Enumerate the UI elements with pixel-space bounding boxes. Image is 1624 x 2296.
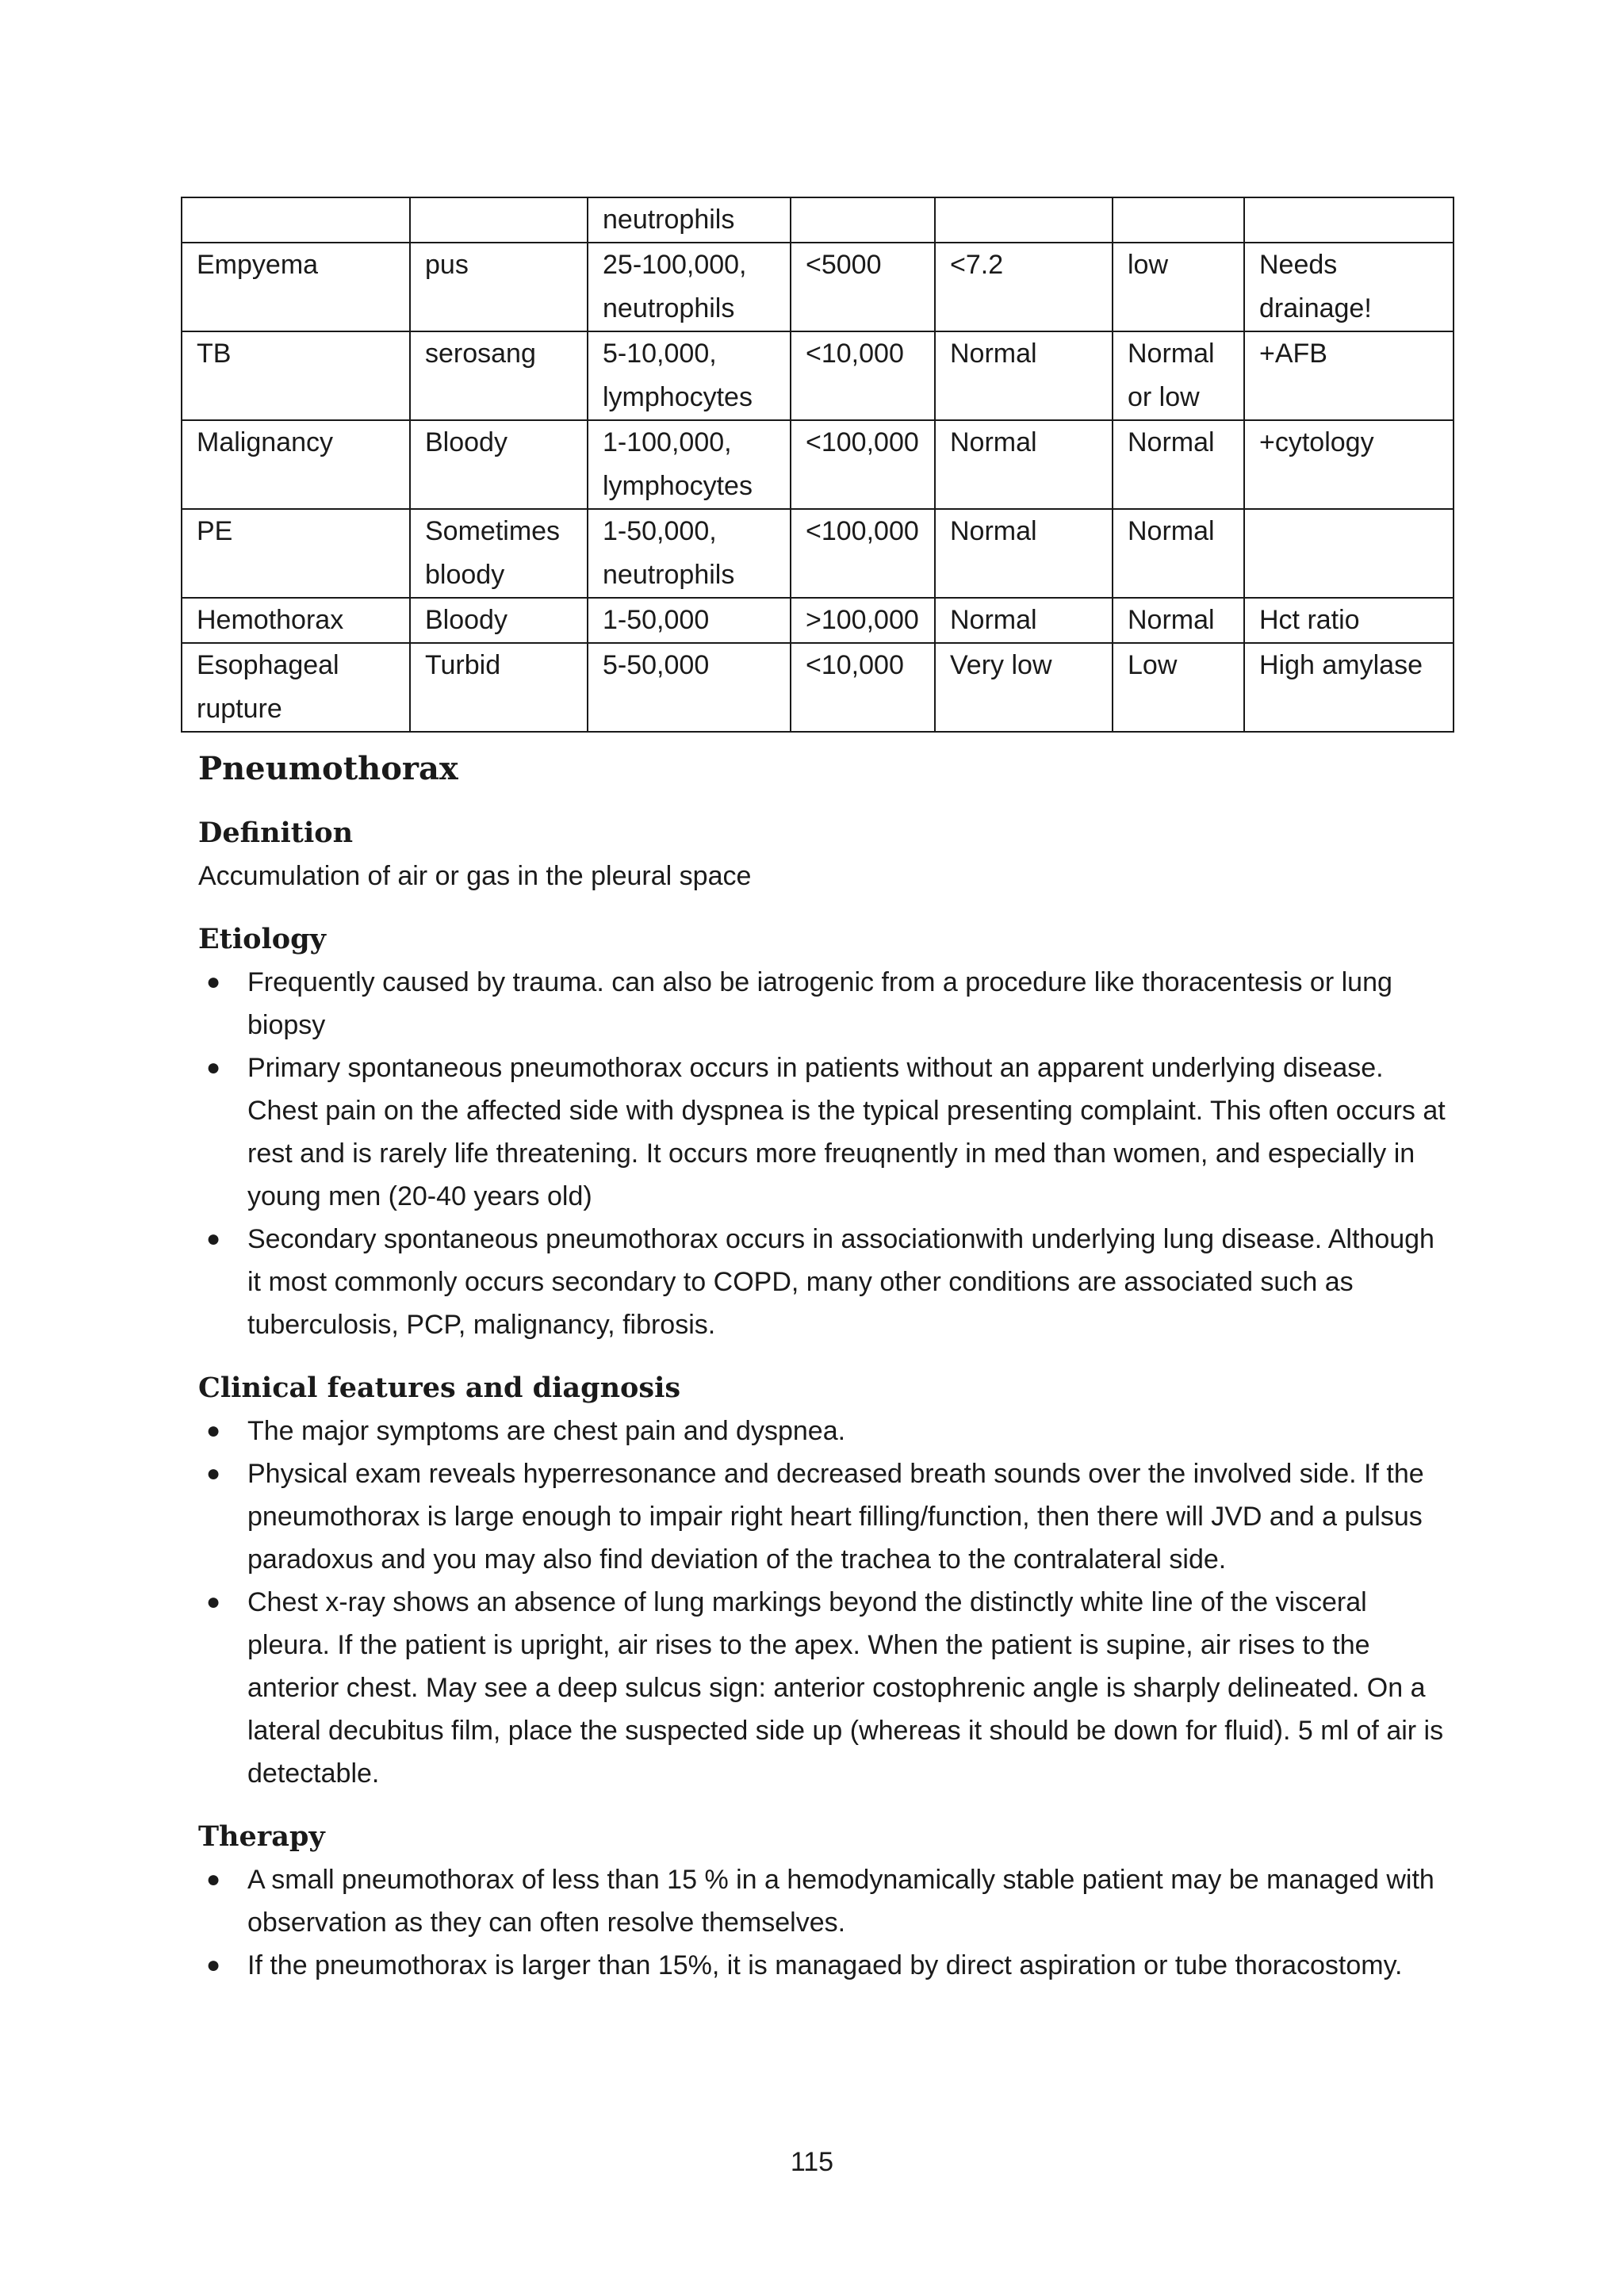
table-cell: serosang [410, 331, 588, 420]
clinical-heading: Clinical features and diagnosis [198, 1372, 681, 1404]
list-item: ● Frequently caused by trauma. can also be iatrogenic from a procedure like thoracentesis or lung biopsy [198, 961, 1451, 1047]
table-cell: Needs drainage! [1244, 243, 1454, 331]
bullet-icon: ● [206, 1054, 221, 1081]
etiology-heading: Etiology [198, 923, 326, 955]
table-cell: 1-50,000 [588, 598, 791, 643]
table-cell: Bloody [410, 420, 588, 509]
bullet-icon: ● [206, 1866, 221, 1892]
bullet-icon: ● [206, 969, 221, 995]
list-item: ● A small pneumothorax of less than 15 % in a hemodynamically stable patient may be managed with observation as they can often resolve themselves. [198, 1858, 1451, 1944]
pleural-fluid-table [181, 197, 1454, 733]
therapy-heading: Therapy [198, 1820, 325, 1853]
list-item: ● Secondary spontaneous pneumothorax occurs in associationwith underlying lung disease. Although it most commonly occurs secondary to COPD, many other conditions are associated such as tuberculosis, PCP, malignancy, fibrosis. [198, 1218, 1451, 1346]
list-item: ● If the pneumothorax is larger than 15%, it is managaed by direct aspiration or tube thoracostomy. [198, 1944, 1451, 1987]
table-cell [791, 197, 935, 243]
table-cell [410, 197, 588, 243]
bullet-icon: ● [206, 1226, 221, 1252]
table-cell: <5000 [791, 243, 935, 331]
table-cell [1244, 509, 1454, 598]
table-cell: neutrophils [588, 197, 791, 243]
table-cell: Very low [935, 643, 1113, 732]
table-cell: +cytology [1244, 420, 1454, 509]
table-cell: Malignancy [182, 420, 410, 509]
therapy-list [198, 1858, 1451, 1987]
table-cell: +AFB [1244, 331, 1454, 420]
table-cell: 5-50,000 [588, 643, 791, 732]
bullet-icon: ● [206, 1460, 221, 1487]
pneumothorax-section [198, 745, 1451, 1987]
etiology-list [198, 961, 1451, 1346]
table-cell: pus [410, 243, 588, 331]
table-cell [935, 197, 1113, 243]
table-cell: 1-50,000, neutrophils [588, 509, 791, 598]
table-row [182, 598, 1454, 643]
table-cell: Esophageal rupture [182, 643, 410, 732]
table-cell: Hct ratio [1244, 598, 1454, 643]
table-cell: 5-10,000, lymphocytes [588, 331, 791, 420]
bullet-icon: ● [206, 1589, 221, 1615]
table-cell: Empyema [182, 243, 410, 331]
table-cell: <7.2 [935, 243, 1113, 331]
list-item: ● Physical exam reveals hyperresonance and decreased breath sounds over the involved side. If the pneumothorax is large enough to impair right heart filling/function, then there will JVD and a pulsus paradoxus and you may also find deviation of the trachea to the contralateral side. [198, 1452, 1451, 1581]
table-row [182, 197, 1454, 243]
table-row [182, 509, 1454, 598]
table-cell: >100,000 [791, 598, 935, 643]
table-cell: Normal or low [1113, 331, 1244, 420]
table-cell: Normal [1113, 509, 1244, 598]
table-cell: Normal [935, 509, 1113, 598]
section-title: Pneumothorax [198, 750, 458, 787]
bullet-icon: ● [206, 1952, 221, 1978]
table-cell [1113, 197, 1244, 243]
page-number: 115 [790, 2147, 834, 2177]
table-cell [182, 197, 410, 243]
table-cell: <100,000 [791, 420, 935, 509]
table-cell: TB [182, 331, 410, 420]
table-row [182, 243, 1454, 331]
table-cell: <10,000 [791, 643, 935, 732]
table-row [182, 643, 1454, 732]
table-cell: <10,000 [791, 331, 935, 420]
table-cell: Sometimes bloody [410, 509, 588, 598]
table-row [182, 420, 1454, 509]
table-cell: 25-100,000, neutrophils [588, 243, 791, 331]
table-cell: Normal [935, 598, 1113, 643]
table-cell: High amylase [1244, 643, 1454, 732]
clinical-list [198, 1410, 1451, 1795]
list-item: ● The major symptoms are chest pain and dyspnea. [198, 1410, 1451, 1452]
table-cell: Turbid [410, 643, 588, 732]
table-cell [1244, 197, 1454, 243]
table-cell: 1-100,000, lymphocytes [588, 420, 791, 509]
table-cell: Normal [1113, 420, 1244, 509]
table-cell: Normal [1113, 598, 1244, 643]
table-cell: low [1113, 243, 1244, 331]
table-row [182, 331, 1454, 420]
table-cell: Normal [935, 420, 1113, 509]
table-cell: PE [182, 509, 410, 598]
table-cell: <100,000 [791, 509, 935, 598]
definition-heading: Definition [198, 817, 354, 849]
table-cell: Low [1113, 643, 1244, 732]
bullet-icon: ● [206, 1418, 221, 1444]
list-item: ● Primary spontaneous pneumothorax occurs in patients without an apparent underlying disease. Chest pain on the affected side with dyspnea is the typical presenting complaint. This often occurs at rest and is rarely life threatening. It occurs more freuqnently in med than women, and especially in young men (20-40 years old) [198, 1047, 1451, 1218]
table-cell: Hemothorax [182, 598, 410, 643]
list-item: ● Chest x-ray shows an absence of lung markings beyond the distinctly white line of the visceral pleura. If the patient is upright, air rises to the apex. When the patient is supine, air rises to the anterior chest. May see a deep sulcus sign: anterior costophrenic angle is sharply delineated. On a lateral decubitus film, place the suspected side up (whereas it should be down for fluid). 5 ml of air is detectable. [198, 1581, 1451, 1795]
definition-text: Accumulation of air or gas in the pleural space [198, 861, 752, 891]
table-cell: Normal [935, 331, 1113, 420]
table-cell: Bloody [410, 598, 588, 643]
